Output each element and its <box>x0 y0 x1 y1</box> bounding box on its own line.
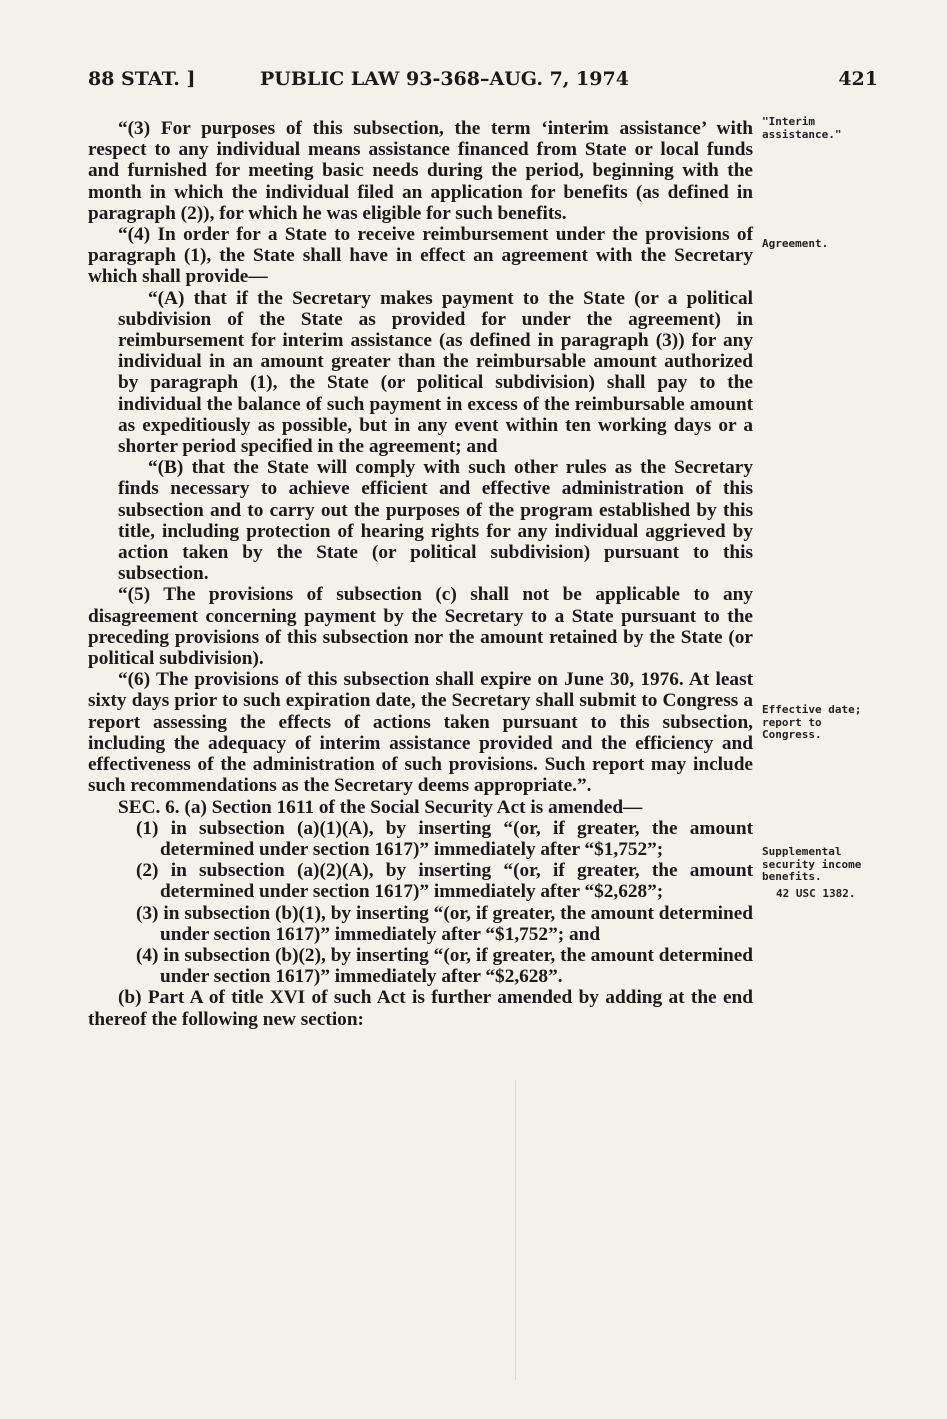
subsection-b: (b) Part A of title XVI of such Act is further amended by adding at the end thereof the following new section: <box>88 987 753 1030</box>
margin-note-usc: 42 USC 1382. <box>776 887 856 900</box>
page-number: 421 <box>838 68 878 90</box>
law-title: PUBLIC LAW 93-368–AUG. 7, 1974 <box>260 68 629 90</box>
margin-note-supplemental: Supplemental security income benefits. <box>762 845 862 883</box>
amendment-item-3: (3) in subsection (b)(1), by inserting “(or, if greater, the amount determined under section 1617)” immediately after “$1,752”; and <box>136 902 753 945</box>
margin-note-interim: "Interim assistance." <box>762 115 842 141</box>
paragraph-4: “(4) In order for a State to receive reimbursement under the provisions of paragraph (1), the State shall have in effect an agreement with the Secretary which shall provide— <box>88 224 753 288</box>
paragraph-5: “(5) The provisions of subsection (c) shall not be applicable to any disagreement concerning payment by the Secretary to a State pursuant to the preceding provisions of this subsection nor the amount retained by the State (or political subdivision). <box>88 584 753 670</box>
amendment-item-1: (1) in subsection (a)(1)(A), by inserting “(or, if greater, the amount determined under section 1617)” immediately after “$1,752”; <box>136 817 753 860</box>
paragraph-4a: “(A) that if the Secretary makes payment to the State (or a political subdivision of the State as provided for under the agreement) in reimbursement for interim assistance (as defined in paragraph (3)) for any individual in an amount greater than the reimbursable amount authorized by paragraph (1), the State (or political subdivision) shall pay to the individual the balance of such payment in excess of the reimbursable amount as expeditiously as possible, but in any event within ten working days or a shorter period specified in the agreement; and <box>118 287 753 458</box>
margin-note-agreement: Agreement. <box>762 237 829 250</box>
statute-body <box>88 118 753 1030</box>
margin-note-effective-date: Effective date; report to Congress. <box>762 703 862 741</box>
amendment-item-4: (4) in subsection (b)(2), by inserting “(or, if greater, the amount determined under section 1617)” immediately after “$2,628”. <box>136 944 753 988</box>
running-header <box>88 68 878 100</box>
fold-shadow <box>515 1080 516 1380</box>
section-6-intro: SEC. 6. (a) Section 1611 of the Social Security Act is amended— <box>118 796 643 818</box>
paragraph-3: “(3) For purposes of this subsection, the term ‘interim assistance’ with respect to any individual means assistance financed from State or local funds and furnished for meeting basic needs during the period, beginning with the month in which the individual filed an application for benefits (as defined in paragraph (2)), for which he was eligible for such benefits. <box>88 118 753 224</box>
paragraph-6: “(6) The provisions of this subsection shall expire on June 30, 1976. At least sixty days prior to such expiration date, the Secretary shall submit to Congress a report assessing the effects of actions taken pursuant to this subsection, including the adequacy of interim assistance provided and the efficiency and effectiveness of the administration of such provisions. Such report may include such recommendations as the Secretary deems appropriate.”. <box>88 669 753 797</box>
amendment-item-2: (2) in subsection (a)(2)(A), by inserting “(or, if greater, the amount determined under section 1617)” immediately after “$2,628”; <box>136 860 753 903</box>
stat-reference: 88 STAT. ] <box>88 68 196 90</box>
paragraph-4b: “(B) that the State will comply with such other rules as the Secretary finds necessary to achieve efficient and effective administration of this subsection and to carry out the purposes of the program established by this title, including protection of hearing rights for any individual aggrieved by action taken by the State (or political subdivision) pursuant to this subsection. <box>118 457 753 585</box>
